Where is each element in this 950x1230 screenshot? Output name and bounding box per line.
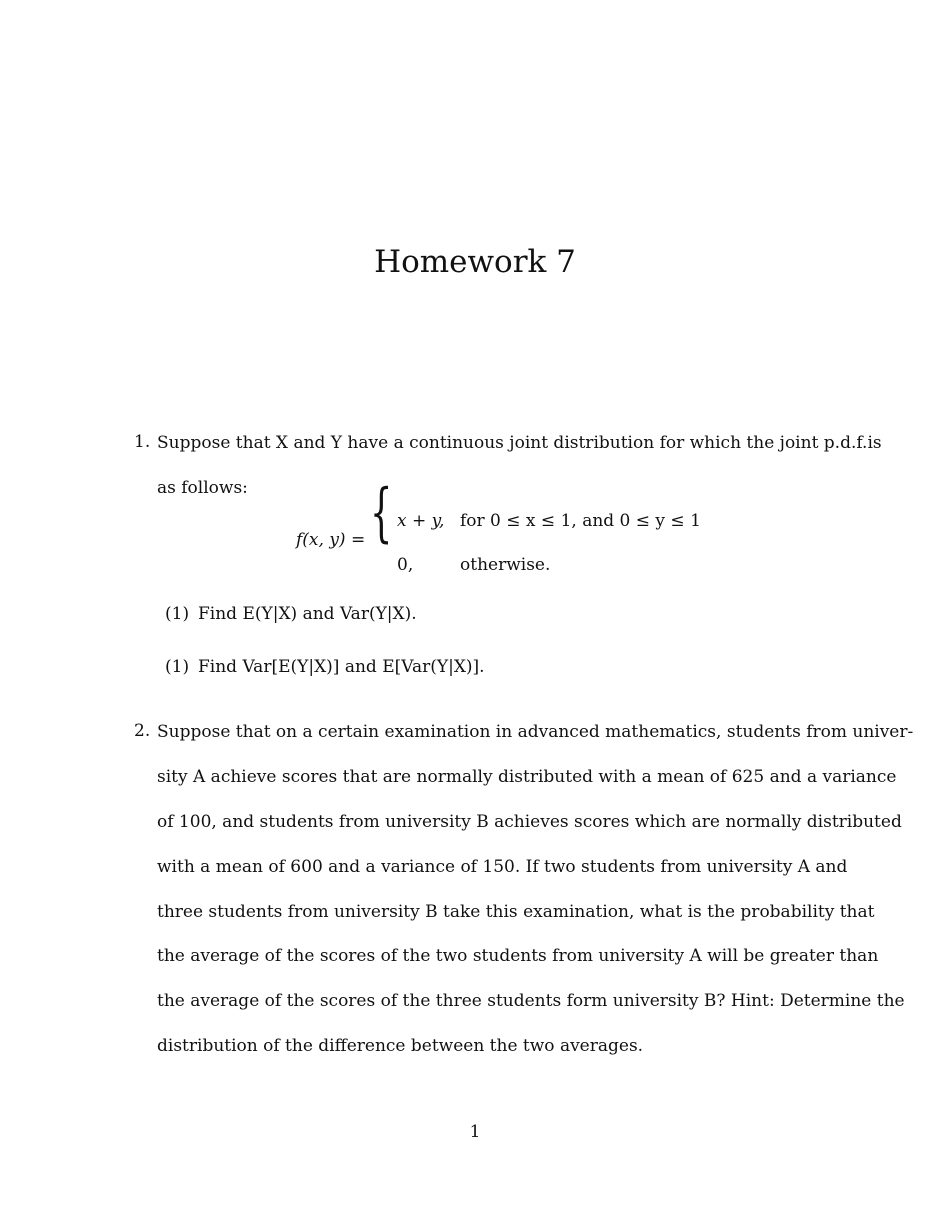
pdf-case-2-cond: otherwise. [460, 555, 551, 575]
page-title: Homework 7 [374, 244, 576, 280]
problem-1-line-2: as follows: [157, 478, 248, 498]
part-label: (1) [165, 657, 190, 677]
part-text: Find E(Y|X) and Var(Y|X). [198, 604, 417, 624]
pdf-brace: { [370, 476, 393, 550]
problem-2-line: the average of the scores of the two students from university A will be greater than [157, 946, 879, 966]
problem-2-line: three students from university B take this examination, what is the probability that [157, 902, 875, 922]
part-label: (1) [165, 604, 190, 624]
page-number: 1 [469, 1122, 481, 1142]
pdf-case-1-cond: for 0 ≤ x ≤ 1, and 0 ≤ y ≤ 1 [460, 511, 701, 531]
problem-2-line: Suppose that on a certain examination in advanced mathematics, students from univer- [157, 722, 914, 742]
problem-2-line: sity A achieve scores that are normally distributed with a mean of 625 and a variance [157, 767, 897, 787]
problem-2-number: 2. [134, 721, 151, 741]
pdf-case-1-expr: x + y, [397, 511, 445, 531]
problem-2-line: the average of the scores of the three students form university B? Hint: Determine the [157, 991, 905, 1011]
problem-1-number: 1. [134, 432, 151, 452]
pdf-case-2-expr: 0, [397, 555, 414, 575]
part-text: Find Var[E(Y|X)] and E[Var(Y|X)]. [198, 657, 485, 677]
problem-1-line-1: Suppose that X and Y have a continuous joint distribution for which the joint p.d.f.is [157, 433, 882, 453]
problem-2-line: distribution of the difference between the two averages. [157, 1036, 644, 1056]
problem-2-line: of 100, and students from university B achieves scores which are normally distributed [157, 812, 902, 832]
pdf-lhs: f(x, y) = [296, 530, 366, 550]
problem-2-line: with a mean of 600 and a variance of 150. If two students from university A and [157, 857, 848, 877]
